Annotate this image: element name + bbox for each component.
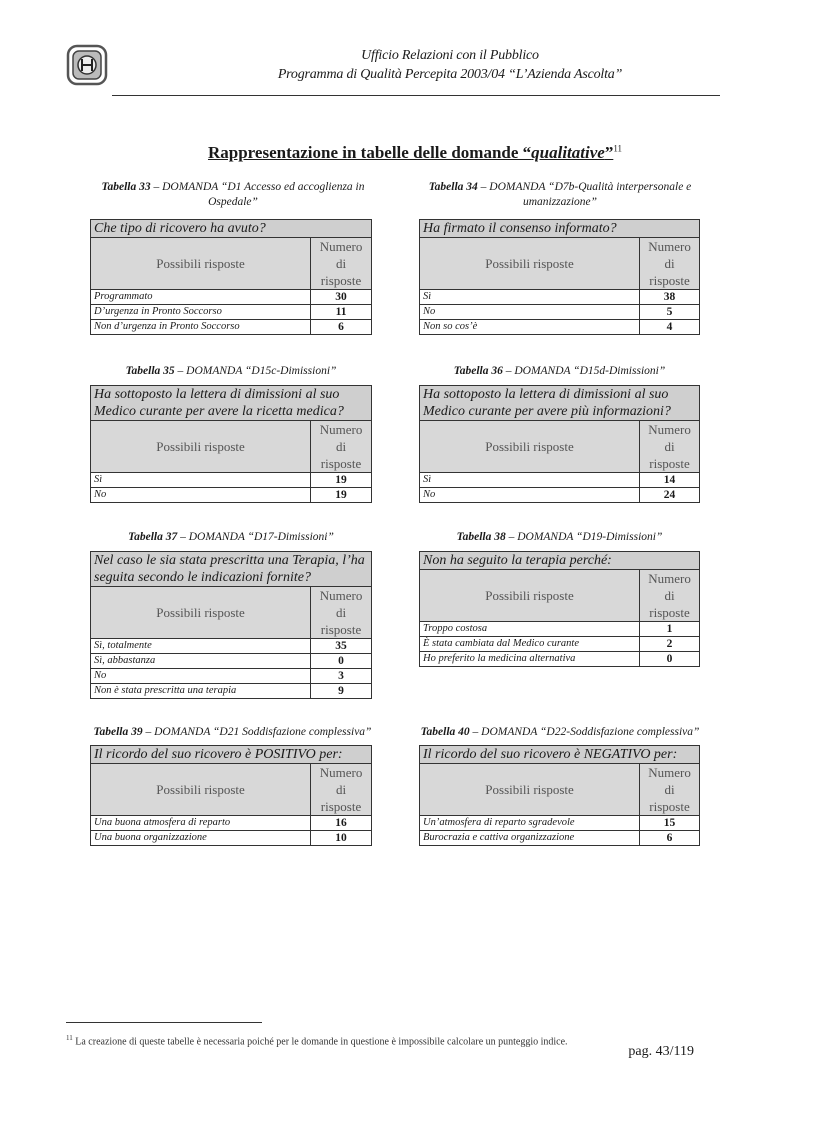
caption-tabella-40 (405, 725, 715, 740)
answer-label: Non è stata prescritta una terapia (91, 684, 311, 699)
answer-count: 19 (311, 488, 372, 503)
answer-count: 30 (311, 290, 372, 305)
header-program: Programma di Qualità Percepita 2003/04 “L’Azienda Ascolta” (277, 67, 623, 82)
table-35 (90, 385, 372, 503)
answer-label: D’urgenza in Pronto Soccorso (91, 305, 311, 320)
answer-count: 5 (640, 305, 700, 320)
answer-count: 3 (311, 669, 372, 684)
table-row (91, 684, 372, 699)
table-33 (90, 219, 372, 335)
caption-tabella-39 (80, 725, 385, 740)
table-row (420, 652, 700, 667)
caption-label: Tabella 36 (453, 365, 503, 377)
question-cell: Il ricordo del suo ricovero è POSITIVO per: (91, 746, 372, 764)
caption-tabella-35 (90, 364, 372, 379)
header-count: Numero di risposte (640, 421, 700, 473)
header-count: Numero di risposte (640, 764, 700, 816)
footnote-number: 11 (66, 1034, 73, 1042)
table-row (91, 639, 372, 654)
table-row (420, 488, 700, 503)
answer-label: Sì (420, 290, 640, 305)
table-34 (419, 219, 700, 335)
answer-label: Una buona organizzazione (91, 831, 311, 846)
table-row (91, 654, 372, 669)
header-count: Numero di risposte (640, 570, 700, 622)
header-answers: Possibili risposte (91, 587, 311, 639)
page-title (100, 143, 730, 163)
header-answers: Possibili risposte (91, 764, 311, 816)
header-answers: Possibili risposte (91, 421, 311, 473)
question-cell: Ha sottoposto la lettera di dimissioni al suo Medico curante per avere più informazioni? (420, 386, 700, 421)
table-row (420, 622, 700, 637)
caption-text: – DOMANDA “D7b-Qualità interpersonale e umanizzazione” (477, 181, 692, 208)
caption-text: – DOMANDA “D15c-Dimissioni” (174, 365, 337, 377)
caption-label: Tabella 39 (93, 726, 143, 738)
header-count: Numero di risposte (640, 238, 700, 290)
answer-label: Sì (420, 473, 640, 488)
caption-text: – DOMANDA “D15d-Dimissioni” (502, 365, 666, 377)
caption-text: – DOMANDA “D19-Dimissioni” (505, 531, 663, 543)
table-row (420, 320, 700, 335)
title-close-quote: ” (604, 143, 614, 162)
table-row (420, 816, 700, 831)
caption-label: Tabella 35 (125, 365, 175, 377)
answer-count: 9 (311, 684, 372, 699)
question-cell: Non ha seguito la terapia perché: (420, 552, 700, 570)
caption-tabella-34 (410, 180, 710, 210)
answer-label: Programmato (91, 290, 311, 305)
caption-text: – DOMANDA “D21 Soddisfazione complessiva” (142, 726, 372, 738)
answer-count: 15 (640, 816, 700, 831)
answer-label: No (420, 305, 640, 320)
answer-label: Una buona atmosfera di reparto (91, 816, 311, 831)
table-row (91, 290, 372, 305)
answer-count: 6 (640, 831, 700, 846)
table-38 (419, 551, 700, 667)
table-row (91, 473, 372, 488)
answer-label: No (420, 488, 640, 503)
page-number: pag. 43/119 (628, 1044, 694, 1059)
answer-label: Sì, abbastanza (91, 654, 311, 669)
header-answers: Possibili risposte (91, 238, 311, 290)
table-row (420, 305, 700, 320)
table-row (420, 637, 700, 652)
answer-count: 6 (311, 320, 372, 335)
question-cell: Che tipo di ricovero ha avuto? (91, 220, 372, 238)
caption-tabella-33 (88, 180, 378, 210)
answer-label: È stata cambiata dal Medico curante (420, 637, 640, 652)
title-footnote-ref: 11 (613, 143, 622, 154)
answer-count: 0 (311, 654, 372, 669)
answer-label: Sì, totalmente (91, 639, 311, 654)
header-answers: Possibili risposte (420, 570, 640, 622)
question-cell: Ha firmato il consenso informato? (420, 220, 700, 238)
answer-label: No (91, 488, 311, 503)
header-office: Ufficio Relazioni con il Pubblico (361, 48, 539, 63)
answer-count: 4 (640, 320, 700, 335)
caption-text: – DOMANDA “D17-Dimissioni” (177, 531, 334, 543)
answer-label: Burocrazia e cattiva organizzazione (420, 831, 640, 846)
caption-label: Tabella 37 (128, 531, 178, 543)
table-row (91, 831, 372, 846)
title-text: Rappresentazione in tabelle delle domande “ (207, 143, 532, 162)
header-count: Numero di risposte (311, 238, 372, 290)
caption-label: Tabella 38 (456, 531, 506, 543)
answer-count: 16 (311, 816, 372, 831)
answer-count: 10 (311, 831, 372, 846)
answer-label: Un’atmosfera di reparto sgradevole (420, 816, 640, 831)
answer-label: Ho preferito la medicina alternativa (420, 652, 640, 667)
answer-label: Sì (91, 473, 311, 488)
answer-count: 1 (640, 622, 700, 637)
answer-count: 38 (640, 290, 700, 305)
answer-label: Non d’urgenza in Pronto Soccorso (91, 320, 311, 335)
answer-count: 0 (640, 652, 700, 667)
header-answers: Possibili risposte (420, 764, 640, 816)
header-answers: Possibili risposte (420, 238, 640, 290)
footnote-divider (66, 1022, 262, 1023)
table-row (420, 473, 700, 488)
answer-count: 35 (311, 639, 372, 654)
answer-count: 24 (640, 488, 700, 503)
table-row (91, 305, 372, 320)
table-row (91, 816, 372, 831)
answer-count: 19 (311, 473, 372, 488)
header-answers: Possibili risposte (420, 421, 640, 473)
question-cell: Ha sottoposto la lettera di dimissioni al suo Medico curante per avere la ricetta medica? (91, 386, 372, 421)
caption-label: Tabella 34 (428, 181, 478, 193)
caption-text: – DOMANDA “D1 Accesso ed accoglienza in Ospedale” (150, 181, 365, 208)
question-cell: Nel caso le sia stata prescritta una Terapia, l’ha seguita secondo le indicazioni fornite? (91, 552, 372, 587)
caption-tabella-37 (90, 530, 372, 545)
table-36 (419, 385, 700, 503)
title-emphasis: qualitative (531, 143, 605, 162)
table-39 (90, 745, 372, 846)
table-row (91, 488, 372, 503)
answer-count: 14 (640, 473, 700, 488)
header-divider (112, 95, 720, 96)
answer-count: 11 (311, 305, 372, 320)
table-row (420, 290, 700, 305)
answer-label: Non so cos’è (420, 320, 640, 335)
header-count: Numero di risposte (311, 587, 372, 639)
table-row (91, 669, 372, 684)
header-count: Numero di risposte (311, 764, 372, 816)
table-row (420, 831, 700, 846)
table-40 (419, 745, 700, 846)
header-count: Numero di risposte (311, 421, 372, 473)
footnote-text: La creazione di queste tabelle è necessaria poiché per le domande in questione è impossibile calcolare un punteggio indice. (72, 1036, 568, 1048)
caption-tabella-38 (419, 530, 700, 545)
caption-label: Tabella 33 (101, 181, 151, 193)
caption-text: – DOMANDA “D22-Soddisfazione complessiva” (469, 726, 700, 738)
answer-count: 2 (640, 637, 700, 652)
answer-label: Troppo costosa (420, 622, 640, 637)
caption-label: Tabella 40 (420, 726, 470, 738)
question-cell: Il ricordo del suo ricovero è NEGATIVO per: (420, 746, 700, 764)
table-row (91, 320, 372, 335)
answer-label: No (91, 669, 311, 684)
footnote (66, 1034, 568, 1047)
table-37 (90, 551, 372, 699)
caption-tabella-36 (419, 364, 700, 379)
hospital-logo-icon (66, 44, 108, 86)
